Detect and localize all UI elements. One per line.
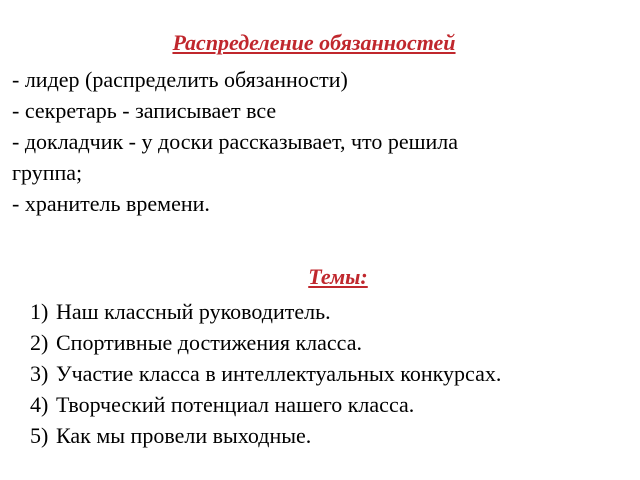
duty-line: - секретарь - записывает все [12, 98, 277, 123]
topic-text: Наш классный руководитель. [56, 299, 331, 324]
topic-text: Спортивные достижения класса. [56, 330, 362, 355]
duty-line: - лидер (распределить обязанности) [12, 67, 348, 92]
topic-text: Как мы провели выходные. [56, 423, 312, 448]
topic-item [30, 420, 630, 451]
topic-item [30, 358, 630, 389]
topic-number: 4) [30, 392, 49, 417]
topic-item [30, 327, 630, 358]
topic-text: Участие класса в интеллектуальных конкурсах. [56, 361, 502, 386]
topic-text: Творческий потенциал нашего класса. [56, 392, 415, 417]
topic-number: 5) [30, 423, 49, 448]
duty-line: - хранитель времени. [12, 191, 210, 216]
topic-number: 2) [30, 330, 49, 355]
topics-list [30, 296, 630, 451]
topic-number: 3) [30, 361, 49, 386]
duties-list [12, 64, 612, 219]
duty-line: группа; [12, 160, 83, 185]
topic-item [30, 389, 630, 420]
topic-item [30, 296, 630, 327]
topic-number: 1) [30, 299, 49, 324]
topics-heading: Темы: [308, 264, 368, 289]
duties-heading: Распределение обязанностей [172, 30, 456, 55]
duty-line: - докладчик - у доски рассказывает, что решила [12, 129, 459, 154]
